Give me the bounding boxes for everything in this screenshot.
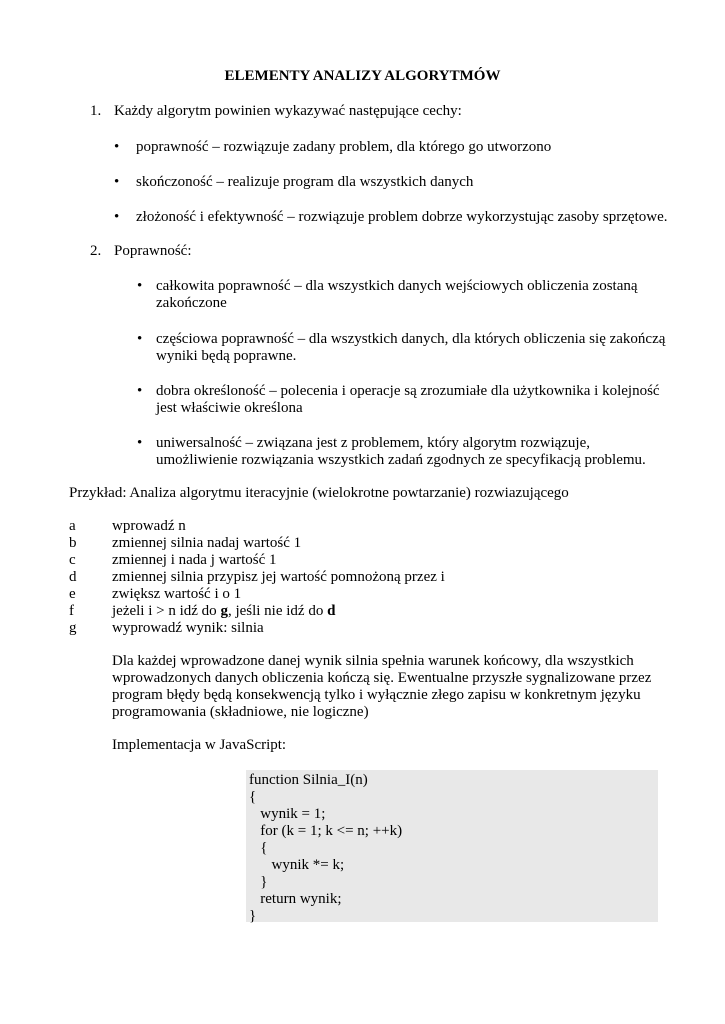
paragraph-line: program błędy będą konsekwencją tylko i wyłącznie złego zapisu w konkretnym języku — [112, 687, 641, 703]
list-item-text: wyniki będą poprawne. — [156, 348, 297, 364]
step-row — [69, 603, 669, 620]
paragraph-line: Dla każdej wprowadzone danej wynik silnia spełnia warunek końcowy, dla wszystkich — [112, 653, 634, 669]
step-row — [69, 518, 669, 535]
list-item-text: złożoność i efektywność – rozwiązuje problem dobrze wykorzystując zasoby sprzętowe. — [136, 209, 668, 225]
step-letter: d — [69, 569, 77, 585]
implementation-label: Implementacja w JavaScript: — [112, 737, 287, 753]
step-letter: c — [69, 552, 76, 568]
step-row — [69, 620, 669, 637]
paragraph-line: programowania (składniowe, nie logiczne) — [112, 704, 369, 720]
document-title: ELEMENTY ANALIZY ALGORYTMÓW — [224, 68, 501, 84]
step-text: wyprowadź wynik: silnia — [112, 620, 264, 636]
step-letter: b — [69, 535, 77, 551]
code-line: { — [249, 840, 268, 856]
step-row — [69, 586, 669, 603]
code-line: } — [249, 874, 268, 890]
step-letter: a — [69, 518, 76, 534]
step-letter: g — [69, 620, 77, 636]
step-text: zmiennej i nada j wartość 1 — [112, 552, 277, 568]
list-item-text: umożliwienie rozwiązania wszystkich zadań zgodnych ze specyfikacją problemu. — [156, 452, 646, 468]
bullet-icon: • — [137, 278, 143, 294]
step-text: zmiennej silnia przypisz jej wartość pomnożoną przez i — [112, 569, 445, 585]
list-item-text: jest właściwie określona — [156, 400, 303, 416]
bullet-icon: • — [114, 139, 120, 155]
code-line: wynik *= k; — [249, 857, 345, 873]
list-item-text: dobra określoność – polecenia i operacje są zrozumiałe dla użytkownika i kolejność — [156, 383, 660, 399]
step-row — [69, 552, 669, 569]
list-item-text: zakończone — [156, 295, 227, 311]
section-1-heading — [90, 103, 462, 120]
section-1-number: 1. — [90, 103, 102, 119]
step-bold-target: g — [220, 603, 228, 619]
bullet-icon: • — [137, 435, 143, 451]
list-item-text: skończoność – realizuje program dla wszystkich danych — [136, 174, 474, 190]
code-line: function Silnia_I(n) — [249, 772, 368, 788]
step-text-part: jeżeli i > n idź do — [112, 603, 221, 619]
list-item-text: uniwersalność – związana jest z problemem, który algorytm rozwiązuje, — [156, 435, 591, 451]
step-text: zmiennej silnia nadaj wartość 1 — [112, 535, 302, 551]
code-line: wynik = 1; — [249, 806, 326, 822]
section-2-number: 2. — [90, 243, 102, 259]
step-text — [112, 603, 335, 620]
step-bold-target: d — [327, 603, 336, 619]
step-text-part: , jeśli nie idź do — [227, 603, 328, 619]
list-item-text: częściowa poprawność – dla wszystkich danych, dla których obliczenia się zakończą — [156, 331, 666, 347]
step-row — [69, 535, 669, 552]
algorithm-steps — [69, 518, 669, 637]
step-text: zwiększ wartość i o 1 — [112, 586, 242, 602]
section-1-heading-text: Każdy algorytm powinien wykazywać następujące cechy: — [114, 103, 462, 119]
code-line: } — [249, 908, 257, 924]
section-2-heading-text: Poprawność: — [114, 243, 192, 259]
step-letter: e — [69, 586, 76, 602]
bullet-icon: • — [137, 331, 143, 347]
code-line: for (k = 1; k <= n; ++k) — [249, 823, 403, 839]
step-row — [69, 569, 669, 586]
paragraph-line: wprowadzonych danych obliczenia kończą się. Ewentualne przyszłe sygnalizowane przez — [112, 670, 652, 686]
bullet-icon: • — [137, 383, 143, 399]
example-intro: Przykład: Analiza algorytmu iteracyjnie (wielokrotne powtarzanie) rozwiazującego — [69, 485, 569, 501]
code-line: return wynik; — [249, 891, 342, 907]
list-item-text: poprawność – rozwiązuje zadany problem, dla którego go utworzono — [136, 139, 552, 155]
section-2-heading — [90, 243, 192, 260]
code-block — [246, 770, 658, 922]
step-letter: f — [69, 603, 74, 619]
step-text: wprowadź n — [112, 518, 186, 534]
bullet-icon: • — [114, 209, 120, 225]
explanation-paragraph — [112, 653, 672, 721]
bullet-icon: • — [114, 174, 120, 190]
list-item-text: całkowita poprawność – dla wszystkich danych wejściowych obliczenia zostaną — [156, 278, 638, 294]
code-line: { — [249, 789, 257, 805]
